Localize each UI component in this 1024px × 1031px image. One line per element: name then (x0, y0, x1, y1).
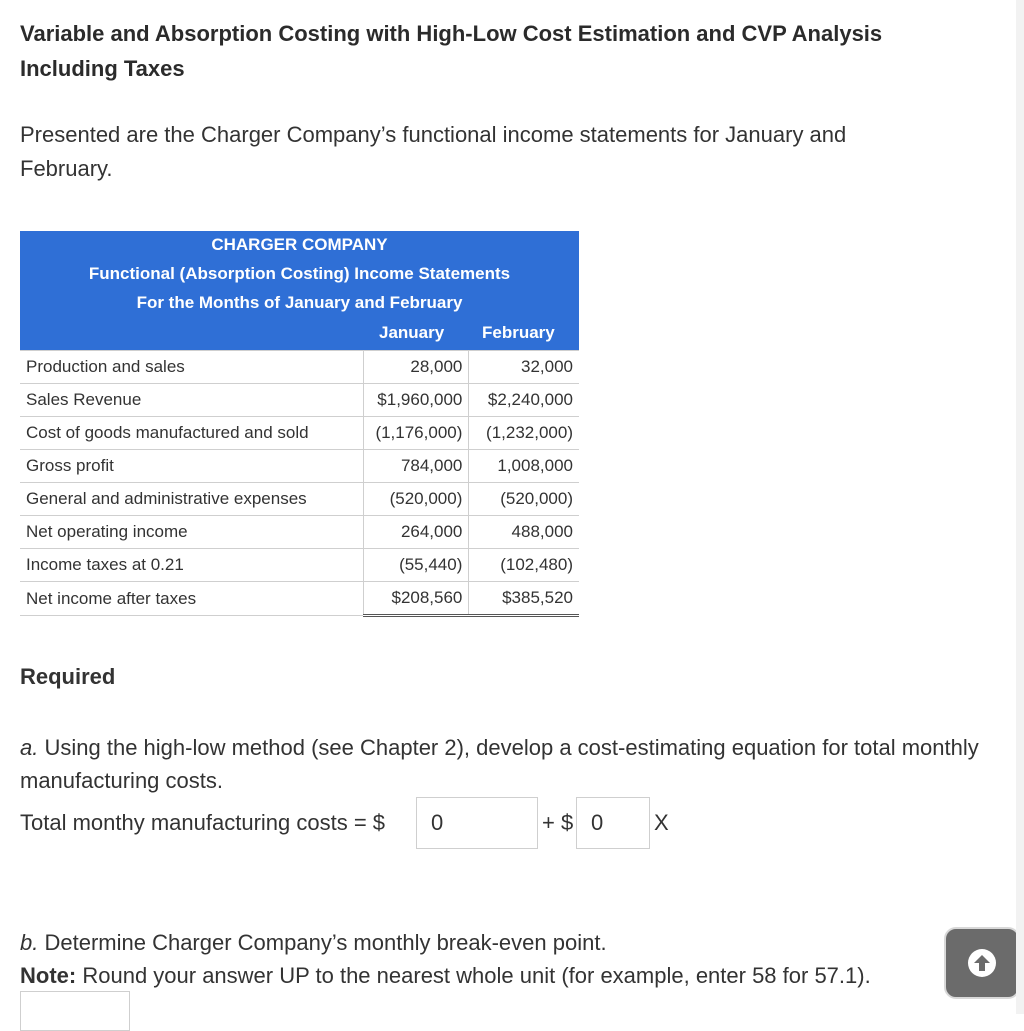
statement-subtitle: Functional (Absorption Costing) Income Statements (88, 264, 511, 283)
statement-table (20, 350, 579, 617)
table-row (20, 516, 579, 549)
part-a-text: Using the high-low method (see Chapter 2), develop a cost-estimating equation for total monthly manufacturing costs. (20, 735, 979, 793)
january-value: 264,000 (363, 516, 469, 549)
part-a-letter: a. (20, 735, 39, 760)
part-b-letter: b. (20, 930, 39, 955)
january-value: 28,000 (363, 351, 469, 384)
scrollbar[interactable] (1016, 0, 1024, 1014)
scroll-to-top-button[interactable] (944, 927, 1020, 999)
col-header-february: February (482, 323, 555, 342)
plus-dollar-label: + $ (542, 810, 574, 835)
part-a-question (20, 731, 980, 797)
table-row (20, 351, 579, 384)
variable-cost-input[interactable]: 0 (576, 797, 650, 849)
february-value: (102,480) (469, 549, 579, 582)
part-b-question (20, 926, 980, 992)
table-row (20, 384, 579, 417)
row-label: Production and sales (20, 351, 363, 384)
statement-header (20, 231, 579, 350)
arrow-up-circle-icon (967, 948, 997, 978)
february-value: (520,000) (469, 483, 579, 516)
row-label: Gross profit (20, 450, 363, 483)
january-value: (520,000) (363, 483, 469, 516)
table-row (20, 483, 579, 516)
income-statement (20, 231, 579, 617)
table-row (20, 549, 579, 582)
row-label: Sales Revenue (20, 384, 363, 417)
col-header-january: January (379, 323, 445, 342)
january-value: (1,176,000) (363, 417, 469, 450)
january-value: (55,440) (363, 549, 469, 582)
note-text: Round your answer UP to the nearest whole unit (for example, enter 58 for 57.1). (82, 963, 871, 988)
row-label: General and administrative expenses (20, 483, 363, 516)
company-name: CHARGER COMPANY (211, 235, 388, 254)
cost-equation (20, 797, 720, 849)
february-value: 1,008,000 (469, 450, 579, 483)
row-label: Cost of goods manufactured and sold (20, 417, 363, 450)
february-value: $385,520 (469, 582, 579, 616)
row-label: Net income after taxes (20, 582, 363, 616)
february-value: $2,240,000 (469, 384, 579, 417)
break-even-input[interactable] (20, 991, 130, 1031)
january-value: $208,560 (363, 582, 469, 616)
fixed-cost-input[interactable]: 0 (416, 797, 538, 849)
table-row (20, 582, 579, 616)
february-value: (1,232,000) (469, 417, 579, 450)
row-label: Income taxes at 0.21 (20, 549, 363, 582)
row-label: Net operating income (20, 516, 363, 549)
february-value: 488,000 (469, 516, 579, 549)
required-heading: Required (20, 664, 116, 689)
page-title: Variable and Absorption Costing with High-Low Cost Estimation and CVP Analysis Including Taxes (20, 21, 883, 81)
equation-label: Total monthy manufacturing costs = $ (20, 810, 386, 835)
part-b-text: Determine Charger Company’s monthly break-even point. (44, 930, 607, 955)
note-label: Note: (20, 963, 77, 988)
february-value: 32,000 (469, 351, 579, 384)
table-row (20, 417, 579, 450)
january-value: $1,960,000 (363, 384, 469, 417)
x-label: X (654, 810, 669, 835)
intro-text: Presented are the Charger Company’s functional income statements for January and February. (20, 122, 847, 181)
january-value: 784,000 (363, 450, 469, 483)
table-row (20, 450, 579, 483)
statement-period: For the Months of January and February (136, 293, 463, 312)
